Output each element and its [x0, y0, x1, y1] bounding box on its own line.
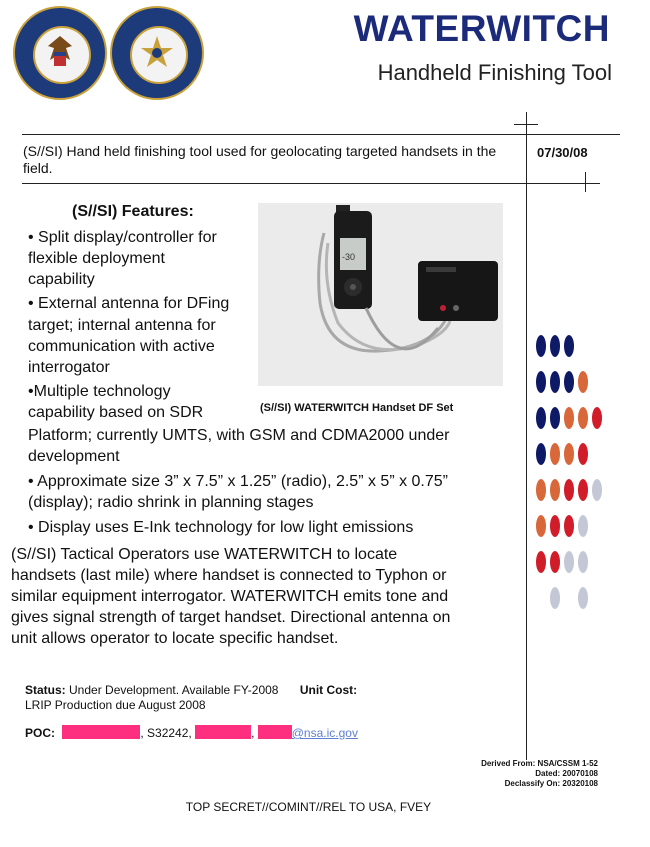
decorative-dot: [536, 551, 546, 573]
poc-line: [25, 725, 358, 740]
feature-line: interrogator: [28, 359, 110, 376]
status-label: Status:: [25, 683, 66, 697]
description-line: similar equipment interrogator. WATERWITCH emits tone and: [11, 588, 449, 605]
decorative-dot: [564, 335, 574, 357]
decorative-dot: [564, 551, 574, 573]
decorative-dot: [536, 443, 546, 465]
decorative-dot: [550, 335, 560, 357]
document-date: 07/30/08: [537, 145, 588, 160]
redaction-box: [258, 725, 292, 739]
description-line: handsets (last mile) where handset is connected to Typhon or: [11, 567, 447, 584]
feature-line: capability: [28, 271, 95, 288]
decorative-dot: [578, 479, 588, 501]
feature-line: development: [28, 448, 120, 465]
description-line: gives signal strength of target handset. Directional antenna on: [11, 609, 451, 626]
status-line2: LRIP Production due August 2008: [25, 698, 206, 712]
decorative-dot: [578, 371, 588, 393]
poc-label: POC:: [25, 726, 55, 740]
decorative-dot: [564, 479, 574, 501]
page-title: WATERWITCH: [353, 8, 610, 49]
status-text: Under Development. Available FY-2008: [69, 683, 279, 697]
device-photo: [258, 203, 503, 386]
decorative-dot: [536, 479, 546, 501]
decorative-dot: [592, 479, 602, 501]
page-subtitle: Handheld Finishing Tool: [377, 60, 612, 85]
decorative-dot: [536, 407, 546, 429]
unit-cost-label: Unit Cost:: [299, 683, 358, 697]
feature-bullet: •Multiple technology: [28, 383, 171, 400]
decorative-dot: [550, 551, 560, 573]
decorative-dot: [564, 443, 574, 465]
derived-block: [420, 759, 598, 789]
crosshair-tick-h: [514, 124, 538, 125]
decorative-dot: [550, 479, 560, 501]
derived-dated: Dated: 20070108: [535, 769, 598, 778]
feature-bullet: • External antenna for DFing: [28, 295, 230, 312]
decorative-dot: [564, 515, 574, 537]
decorative-dot: [578, 515, 588, 537]
description-line: unit allows operator to locate specific handset.: [11, 630, 339, 647]
feature-line: communication with active: [28, 338, 215, 355]
summary-divider: [526, 112, 527, 760]
feature-bullet: • Approximate size 3” x 7.5” x 1.25” (radio), 2.5” x 5” x 0.75”: [28, 473, 448, 490]
poc-separator: ,: [251, 726, 255, 740]
feature-line: target; internal antenna for: [28, 317, 216, 334]
summary-top-rule: [22, 134, 620, 135]
feature-line: flexible deployment: [28, 250, 165, 267]
feature-bullet: • Display uses E-Ink technology for low light emissions: [28, 519, 414, 536]
declassify-on: Declassify On: 20320108: [504, 779, 598, 788]
feature-line: Platform; currently UMTS, with GSM and CDMA2000 under: [28, 427, 450, 444]
poc-email[interactable]: @nsa.ic.gov: [291, 726, 358, 740]
nsa-seal: [13, 6, 107, 100]
decorative-dot: [550, 587, 560, 609]
decorative-dot: [536, 515, 546, 537]
photo-caption: (S//SI) WATERWITCH Handset DF Set: [260, 402, 454, 414]
decorative-dot: [550, 515, 560, 537]
decorative-dot: [578, 407, 588, 429]
summary-text: (S//SI) Hand held finishing tool used for geolocating targeted handsets in the field.: [23, 143, 497, 176]
status-block: [25, 683, 357, 713]
poc-separator: , S32242,: [140, 726, 192, 740]
decorative-dot: [564, 371, 574, 393]
css-seal: [110, 6, 204, 100]
decorative-dot: [578, 587, 588, 609]
feature-line: (display); radio shrink in planning stages: [28, 494, 314, 511]
decorative-dot: [564, 407, 574, 429]
description-line: (S//SI) Tactical Operators use WATERWITCH to locate: [11, 546, 398, 563]
summary-bottom-rule: [22, 183, 600, 184]
decorative-dot: [578, 551, 588, 573]
device-screen-readout: -30: [342, 252, 356, 262]
feature-line: capability based on SDR: [28, 404, 204, 421]
decorative-dot: [536, 371, 546, 393]
features-heading: (S//SI) Features:: [72, 203, 194, 220]
decorative-dot: [550, 443, 560, 465]
derived-from: Derived From: NSA/CSSM 1-52: [481, 759, 598, 768]
decorative-dot: [536, 335, 546, 357]
decorative-dot: [578, 443, 588, 465]
redaction-box: [62, 725, 140, 739]
crosshair-tick: [585, 172, 586, 192]
decorative-dot: [592, 407, 602, 429]
redaction-box: [195, 725, 251, 739]
feature-bullet: • Split display/controller for: [28, 229, 217, 246]
decorative-dot: [550, 371, 560, 393]
classification-banner: TOP SECRET//COMINT//REL TO USA, FVEY: [185, 800, 432, 814]
decorative-dot: [550, 407, 560, 429]
